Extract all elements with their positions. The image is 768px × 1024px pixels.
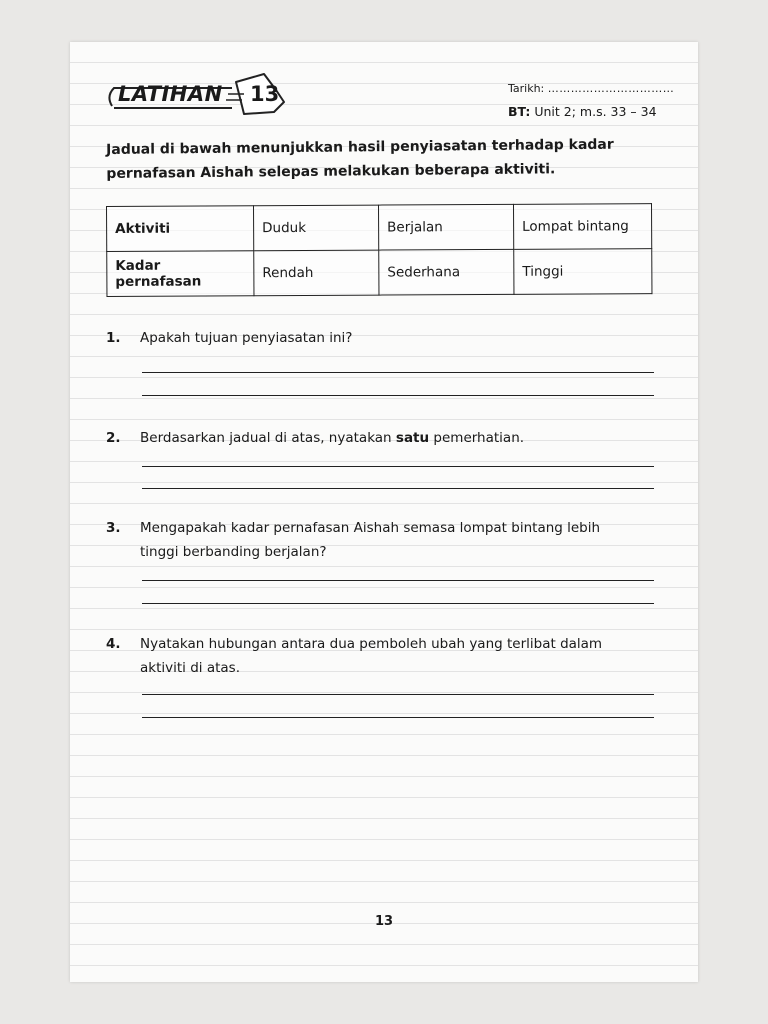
table-row bbox=[107, 249, 652, 297]
latihan-badge bbox=[104, 72, 292, 118]
table-cell: Tinggi bbox=[514, 249, 652, 295]
bt-reference: Unit 2; m.s. 33 – 34 bbox=[534, 104, 657, 119]
table-cell: Sederhana bbox=[379, 249, 514, 295]
table-cell: Berjalan bbox=[378, 204, 513, 250]
date-field bbox=[508, 82, 674, 95]
table-cell: Duduk bbox=[254, 205, 379, 251]
question-number: 4. bbox=[106, 636, 121, 652]
answer-line[interactable] bbox=[142, 466, 654, 467]
badge-number: 13 bbox=[250, 82, 280, 106]
answer-line[interactable] bbox=[142, 580, 654, 581]
answer-line[interactable] bbox=[142, 372, 654, 373]
question-number: 3. bbox=[106, 520, 121, 536]
page-number: 13 bbox=[375, 914, 394, 929]
table-cell: Lompat bintang bbox=[513, 204, 651, 250]
table-row bbox=[107, 204, 652, 252]
question-number: 2. bbox=[106, 430, 121, 446]
answer-line[interactable] bbox=[142, 603, 654, 604]
results-table bbox=[106, 203, 652, 297]
worksheet-page bbox=[70, 42, 698, 982]
answer-line[interactable] bbox=[142, 395, 654, 396]
question-number: 1. bbox=[106, 330, 121, 346]
bt-label: BT: bbox=[508, 104, 531, 119]
answer-line[interactable] bbox=[142, 488, 654, 489]
answer-line[interactable] bbox=[142, 694, 654, 695]
question-text: Nyatakan hubungan antara dua pemboleh ubah yang terlibat dalam aktiviti di atas. bbox=[140, 636, 603, 676]
badge-title: LATIHAN bbox=[118, 82, 223, 106]
intro-text: Jadual di bawah menunjukkan hasil penyiasatan terhadap kadar pernafasan Aishah selepas melakukan beberapa aktiviti. bbox=[106, 136, 614, 182]
date-blank[interactable]: …………………………… bbox=[547, 82, 675, 95]
table-cell: Aktiviti bbox=[107, 206, 254, 252]
textbook-reference bbox=[508, 104, 657, 119]
date-label: Tarikh: bbox=[508, 82, 545, 95]
question-text: Apakah tujuan penyiasatan ini? bbox=[140, 330, 353, 346]
answer-line[interactable] bbox=[142, 717, 654, 718]
question-text: Mengapakah kadar pernafasan Aishah semasa lompat bintang lebih tinggi berbanding berjalan? bbox=[140, 520, 601, 560]
question-text: Berdasarkan jadual di atas, nyatakan satu pemerhatian. bbox=[140, 430, 525, 446]
table-cell: Kadar pernafasan bbox=[107, 251, 254, 297]
table-cell: Rendah bbox=[254, 250, 379, 296]
